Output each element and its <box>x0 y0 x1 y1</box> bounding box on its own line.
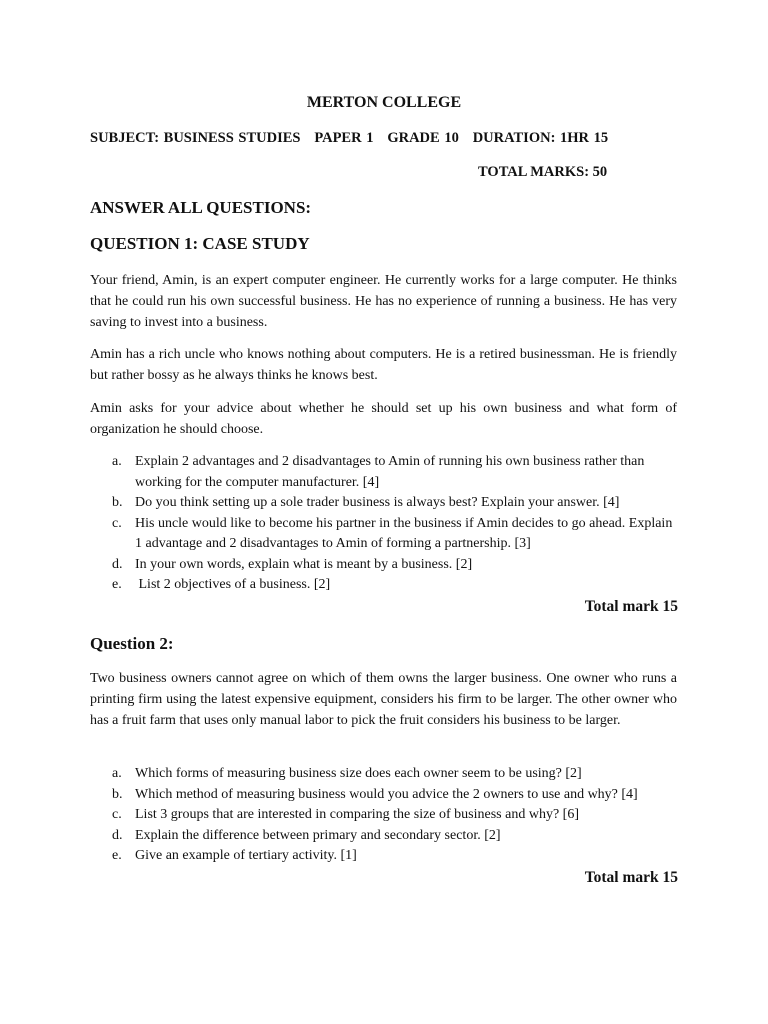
question-2-paragraph: Two business owners cannot agree on which of them owns the larger business. One owner who runs a printing firm using the latest expensive equipment, considers his firm to be larger. The other owner who has a fruit farm that uses only manual labor to pick the fruit considers his business to be larger. <box>90 671 677 728</box>
list-item <box>112 514 678 555</box>
list-item <box>112 764 678 785</box>
item-letter: e. <box>112 848 122 863</box>
list-item <box>112 805 678 826</box>
item-text: Which method of measuring business would you advice the 2 owners to use and why? [4] <box>135 786 638 802</box>
item-text: List 3 groups that are interested in comparing the size of business and why? [6] <box>135 807 579 822</box>
item-text: Give an example of tertiary activity. [1] <box>135 848 357 863</box>
question-1-total-mark: Total mark 15 <box>584 598 678 615</box>
question-1-paragraph: Amin has a rich uncle who knows nothing about computers. He is a retired businessman. He is friendly but rather bossy as he always thinks he knows best. <box>90 347 677 383</box>
question-2-list <box>112 764 678 867</box>
total-marks: TOTAL MARKS: 50 <box>478 164 608 180</box>
question-1-paragraph: Your friend, Amin, is an expert computer engineer. He currently works for a large computer. He thinks that he could run his own successful business. He has no experience of running a business. He has very saving to invest into a business. <box>90 273 677 330</box>
question-1-paragraph: Amin asks for your advice about whether he should set up his own business and what form of organization he should choose. <box>90 401 677 437</box>
item-letter: d. <box>112 556 123 572</box>
list-item <box>112 826 678 847</box>
instructions-heading: ANSWER ALL QUESTIONS: <box>90 198 312 217</box>
list-item <box>112 785 678 806</box>
item-text: List 2 objectives of a business. [2] <box>135 577 331 592</box>
item-letter: e. <box>112 577 122 592</box>
college-title: MERTON COLLEGE <box>306 94 462 111</box>
list-item <box>112 575 678 596</box>
item-letter: b. <box>112 495 123 510</box>
item-letter: a. <box>112 454 122 469</box>
item-letter: c. <box>112 807 122 822</box>
item-text: In your own words, explain what is meant by a business. [2] <box>135 556 473 572</box>
item-letter: b. <box>112 786 123 802</box>
item-letter: a. <box>112 766 122 781</box>
list-item <box>112 452 678 493</box>
item-text: Which forms of measuring business size does each owner seem to be using? [2] <box>135 766 582 781</box>
list-item <box>112 846 678 867</box>
item-text: Explain 2 advantages and 2 disadvantages to Amin of running his own business rather than working for the computer manufacturer. [4] <box>135 454 645 490</box>
subject-line: SUBJECT: BUSINESS STUDIES PAPER 1 GRADE 10 DURATION: 1HR 15 <box>90 130 609 146</box>
item-text: Explain the difference between primary and secondary sector. [2] <box>135 827 501 843</box>
question-2-heading: Question 2: <box>90 634 174 653</box>
question-1-list <box>112 452 678 596</box>
question-2-total-mark: Total mark 15 <box>584 869 678 886</box>
list-item <box>112 493 678 514</box>
question-1-heading: QUESTION 1: CASE STUDY <box>90 234 310 253</box>
item-letter: d. <box>112 827 123 843</box>
item-text: His uncle would like to become his partner in the business if Amin decides to go ahead. Explain 1 advantage and 2 disadvantages to Amin of forming a partnership. [3] <box>135 515 673 551</box>
item-text: Do you think setting up a sole trader business is always best? Explain your answer. [4] <box>135 495 620 510</box>
item-letter: c. <box>112 515 122 531</box>
list-item <box>112 555 678 576</box>
